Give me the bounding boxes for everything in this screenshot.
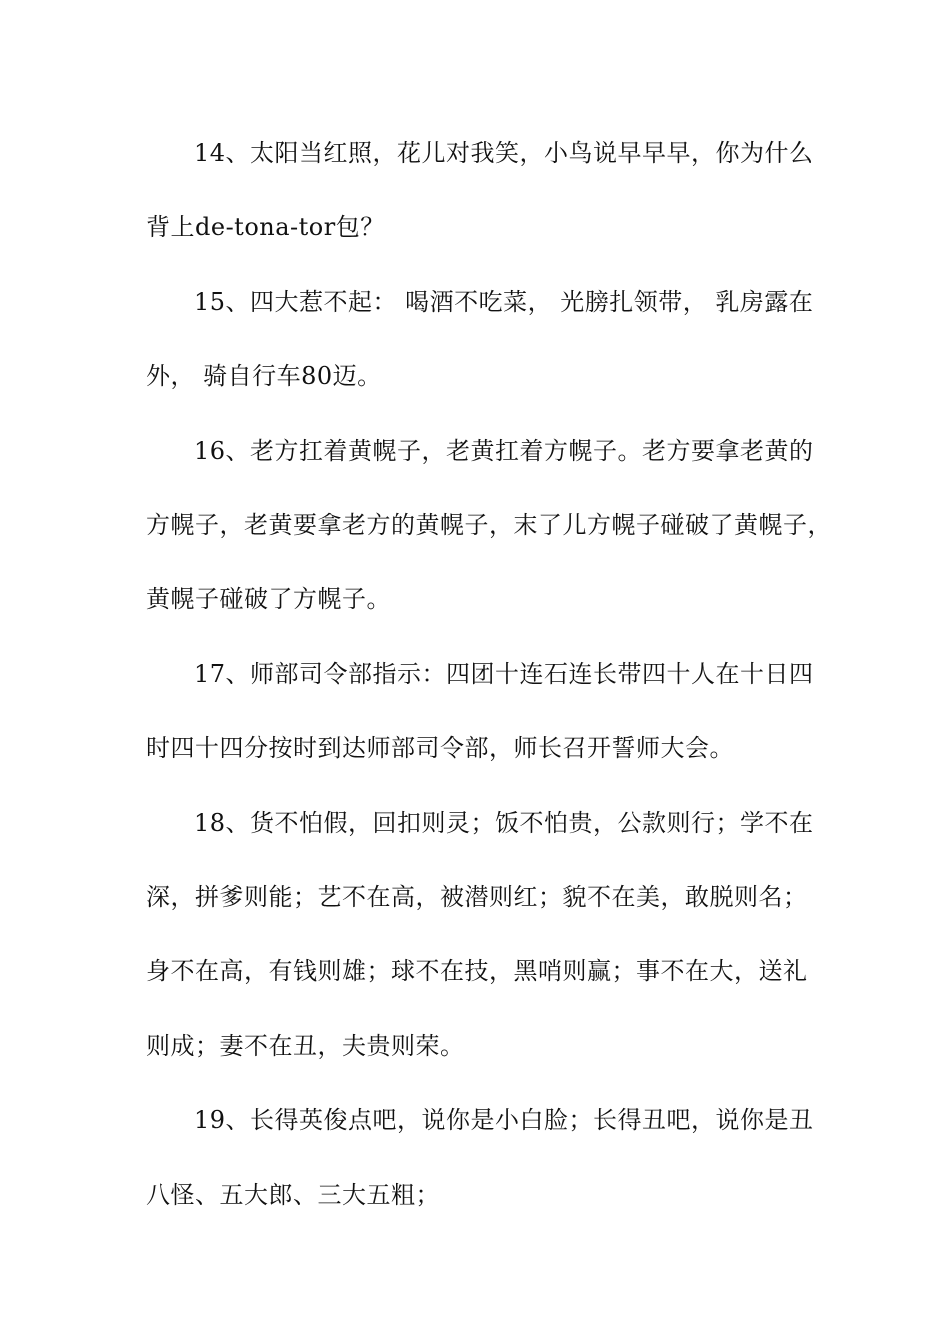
paragraph-17-line-1: 17、师部司令部指示：四团十连石连长带四十人在十日四 <box>194 660 814 688</box>
paragraph-18-line-2: 深，拼爹则能；艺不在高，被潜则红；貌不在美，敢脱则名； <box>146 883 808 911</box>
paragraph-15-line-2: 外， 骑自行车80迈。 <box>146 362 382 390</box>
paragraph-15-line-1: 15、四大惹不起： 喝酒不吃菜， 光膀扎领带， 乳房露在 <box>194 288 814 316</box>
paragraph-19-line-1: 19、长得英俊点吧，说你是小白脸；长得丑吧，说你是丑 <box>194 1106 814 1134</box>
paragraph-16-line-2: 方幌子，老黄要拿老方的黄幌子，末了儿方幌子碰破了黄幌子， <box>146 511 832 539</box>
paragraph-14-line-1: 14、太阳当红照，花儿对我笑，小鸟说早早早，你为什么 <box>194 139 814 167</box>
paragraph-18-line-3: 身不在高，有钱则雄；球不在技，黑哨则赢；事不在大，送礼 <box>146 957 808 985</box>
paragraph-16-line-3: 黄幌子碰破了方幌子。 <box>146 585 391 613</box>
paragraph-18-line-1: 18、货不怕假，回扣则灵；饭不怕贵，公款则行；学不在 <box>194 809 814 837</box>
paragraph-14-line-2: 背上de-tona-tor包？ <box>146 213 385 241</box>
paragraph-19-line-2: 八怪、五大郎、三大五粗； <box>146 1181 440 1209</box>
paragraph-18-line-4: 则成；妻不在丑，夫贵则荣。 <box>146 1032 465 1060</box>
paragraph-17-line-2: 时四十四分按时到达师部司令部，师长召开誓师大会。 <box>146 734 734 762</box>
paragraph-16-line-1: 16、老方扛着黄幌子，老黄扛着方幌子。老方要拿老黄的 <box>194 437 814 465</box>
